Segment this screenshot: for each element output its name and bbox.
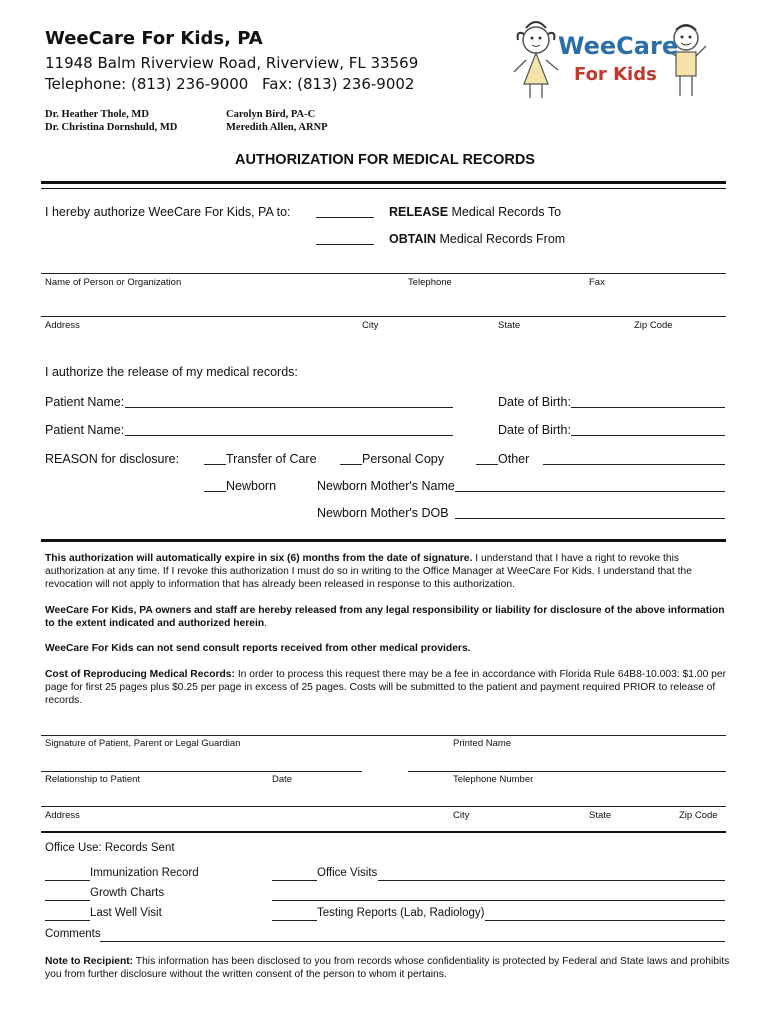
patient-name-field-1[interactable] xyxy=(125,407,453,408)
newborn-label: Newborn xyxy=(226,479,277,493)
org-name: WeeCare For Kids, PA xyxy=(45,28,263,49)
last-well-check[interactable] xyxy=(45,920,90,921)
label-guardian-state: State xyxy=(589,810,612,821)
signature-line[interactable] xyxy=(41,735,726,736)
recipient-name-line[interactable] xyxy=(41,273,726,274)
patient-name-label-1: Patient Name: xyxy=(45,395,125,409)
label-fax: Fax xyxy=(589,277,605,288)
personal-label: Personal Copy xyxy=(362,452,444,466)
transfer-label: Transfer of Care xyxy=(226,452,317,466)
obtain-check-line[interactable] xyxy=(316,244,374,245)
expiry-paragraph xyxy=(45,552,730,591)
label-city: City xyxy=(362,320,379,331)
mother-name-label: Newborn Mother's Name xyxy=(317,479,455,493)
obtain-option xyxy=(389,232,565,246)
note-rest: This information has been disclosed to you from records whose confidentiality is protected by Federal and State laws and prohibits you from further disclosure without the written consent of the person to whom it pertains. xyxy=(45,956,730,980)
testing-label: Testing Reports (Lab, Radiology) xyxy=(317,907,485,919)
label-telephone-number: Telephone Number xyxy=(453,774,534,785)
mother-dob-field[interactable] xyxy=(455,518,725,519)
transfer-check[interactable] xyxy=(204,464,226,465)
cost-bold: Cost of Reproducing Medical Records: xyxy=(45,669,235,680)
other-label: Other xyxy=(498,452,530,466)
liability-end: . xyxy=(264,618,267,629)
newborn-check[interactable] xyxy=(204,491,226,492)
release-rest: Medical Records To xyxy=(448,205,562,219)
mother-dob-label: Newborn Mother's DOB xyxy=(317,506,449,520)
other-field[interactable] xyxy=(543,464,725,465)
expiry-rest: I understand that I have a right to revoke this authorization at any time. If I revoke this authorization I must do so in writing to the Office Manager at WeeCare For Kids. I understand that the revocation will not apply to information that has already been released in response to this authorization. xyxy=(45,553,692,590)
personal-check[interactable] xyxy=(340,464,362,465)
label-guardian-address: Address xyxy=(45,810,80,821)
release-check-line[interactable] xyxy=(316,217,374,218)
liability-text: WeeCare For Kids, PA owners and staff are hereby released from any legal responsibility or liability for disclosure of the above information to the extent indicated and authorized herein xyxy=(45,605,725,629)
label-telephone: Telephone xyxy=(408,277,452,288)
comments-label: Comments xyxy=(45,928,101,940)
immunization-check[interactable] xyxy=(45,880,90,881)
label-guardian-zip: Zip Code xyxy=(679,810,718,821)
release-heading: I authorize the release of my medical records: xyxy=(45,365,298,379)
cost-rest: In order to process this request there may be a fee in accordance with Florida Rule 64B8-10.003: $1.00 per page for first 25 pages plus $0.25 per page in excess of 25 pages. Costs will be submitted to the patient and payment required PRIOR to release of records. xyxy=(45,669,727,706)
office-use-heading: Office Use: Records Sent xyxy=(45,842,175,854)
office-visits-label: Office Visits xyxy=(317,867,378,879)
note-paragraph xyxy=(45,955,730,981)
phone-line[interactable] xyxy=(408,771,726,772)
dob-label-1: Date of Birth: xyxy=(498,395,571,409)
provider-3: Carolyn Bird, PA-C xyxy=(226,109,316,120)
label-printed-name: Printed Name xyxy=(453,738,512,749)
provider-1: Dr. Heather Thole, MD xyxy=(45,109,149,120)
expiry-bold: This authorization will automatically expire in six (6) months from the date of signature. xyxy=(45,553,473,564)
patient-name-field-2[interactable] xyxy=(125,435,453,436)
label-date: Date xyxy=(272,774,293,785)
guardian-address-line[interactable] xyxy=(41,806,726,807)
release-option xyxy=(389,205,561,219)
growth-label: Growth Charts xyxy=(90,887,165,899)
comments-field[interactable] xyxy=(100,941,725,942)
label-name-org: Name of Person or Organization xyxy=(45,277,182,288)
obtain-bold: OBTAIN xyxy=(389,232,436,246)
provider-2: Dr. Christina Dornshuld, MD xyxy=(45,122,178,133)
weecare-logo xyxy=(506,12,716,107)
label-signature: Signature of Patient, Parent or Legal Guardian xyxy=(45,738,241,749)
growth-field[interactable] xyxy=(272,900,725,901)
label-address: Address xyxy=(45,320,80,331)
release-bold: RELEASE xyxy=(389,205,449,219)
org-fax: Fax: (813) 236-9002 xyxy=(262,75,415,93)
testing-field[interactable] xyxy=(485,920,725,921)
title-rule-thin xyxy=(41,188,726,189)
cost-paragraph xyxy=(45,668,730,707)
label-guardian-city: City xyxy=(453,810,470,821)
reason-label: REASON for disclosure: xyxy=(45,452,180,466)
dob-field-2[interactable] xyxy=(571,435,725,436)
dob-field-1[interactable] xyxy=(571,407,725,408)
testing-check[interactable] xyxy=(272,920,317,921)
consult-paragraph: WeeCare For Kids can not send consult reports received from other medical providers. xyxy=(45,643,471,654)
office-visits-field[interactable] xyxy=(378,880,725,881)
obtain-rest: Medical Records From xyxy=(436,232,566,246)
release-liability-paragraph xyxy=(45,604,730,630)
last-well-label: Last Well Visit xyxy=(90,907,162,919)
office-visits-check[interactable] xyxy=(272,880,317,881)
dob-label-2: Date of Birth: xyxy=(498,423,571,437)
other-check[interactable] xyxy=(476,464,498,465)
office-rule xyxy=(41,831,726,833)
provider-4: Meredith Allen, ARNP xyxy=(226,122,328,133)
org-telephone: Telephone: (813) 236-9000 xyxy=(45,75,249,93)
form-title: AUTHORIZATION FOR MEDICAL RECORDS xyxy=(235,152,535,168)
patient-name-label-2: Patient Name: xyxy=(45,423,125,437)
label-state: State xyxy=(498,320,521,331)
note-bold: Note to Recipient: xyxy=(45,956,134,967)
label-relationship: Relationship to Patient xyxy=(45,774,141,785)
logo-text-forkids: For Kids xyxy=(574,64,657,85)
mother-name-field[interactable] xyxy=(455,491,725,492)
relationship-line[interactable] xyxy=(41,771,362,772)
authorize-intro: I hereby authorize WeeCare For Kids, PA to: xyxy=(45,205,291,219)
title-rule xyxy=(41,181,726,184)
section-rule xyxy=(41,539,726,542)
immunization-label: Immunization Record xyxy=(90,867,199,879)
growth-check[interactable] xyxy=(45,900,90,901)
recipient-address-line[interactable] xyxy=(41,316,726,317)
logo-text-weecare: WeeCare xyxy=(558,32,679,60)
label-zip: Zip Code xyxy=(634,320,673,331)
org-address: 11948 Balm Riverview Road, Riverview, FL 33569 xyxy=(45,54,419,72)
